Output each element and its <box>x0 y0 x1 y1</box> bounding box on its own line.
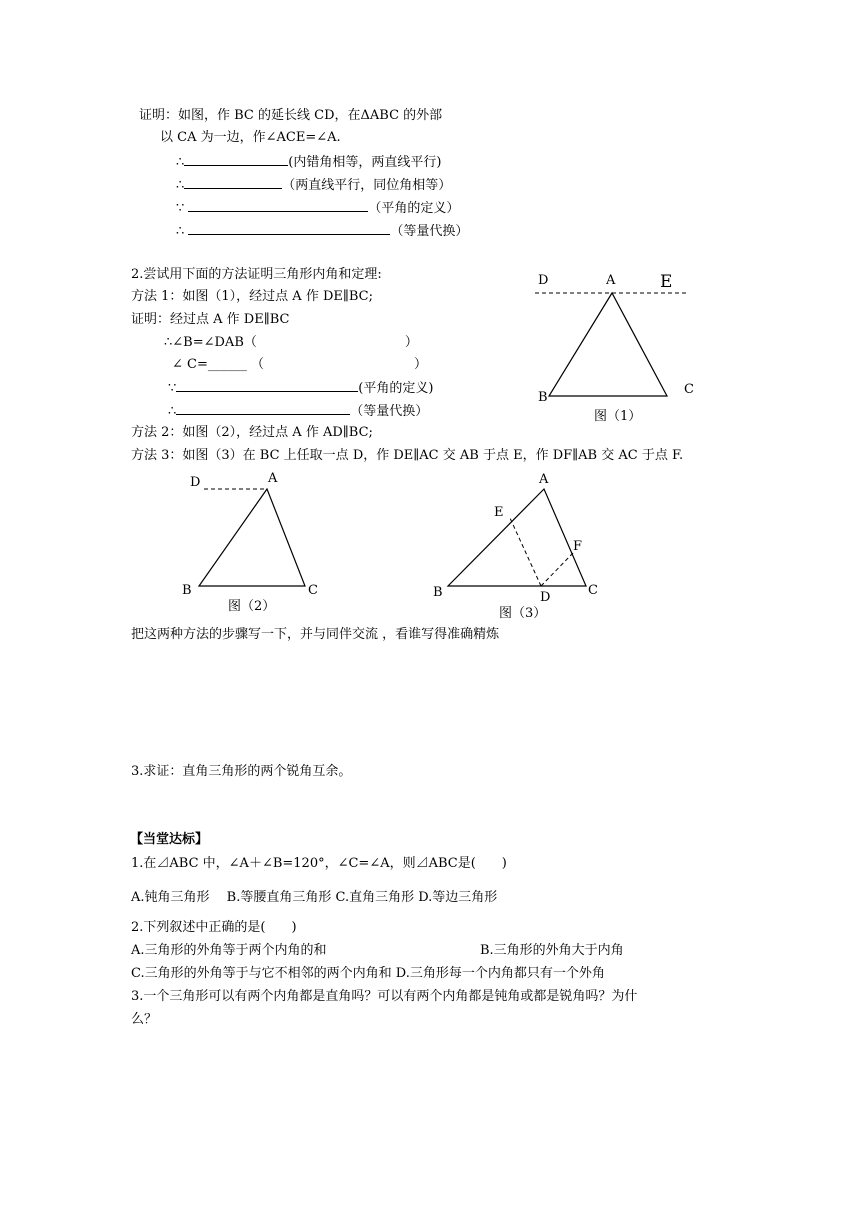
label-c: C <box>308 583 318 598</box>
ex1-options: A.钝角三角形 B.等腰直角三角形 C.直角三角形 D.等边三角形 <box>131 890 498 905</box>
triangle-abc-2 <box>199 489 305 586</box>
ex2-question: 2.下列叙述中正确的是( ) <box>131 920 297 935</box>
label-d: D <box>538 273 549 288</box>
label-a: A <box>268 471 278 486</box>
proof-step-4: ∴ （等量代换） <box>176 221 468 241</box>
q2-title: 2.尝试用下面的方法证明三角形内角和定理: <box>131 267 382 282</box>
ex1-question: 1.在⊿ABC 中，∠A＋∠B=120°，∠C=∠A，则⊿ABC是( ) <box>131 856 507 871</box>
q2-step-1: ∴∠B=∠DAB（ ） <box>164 335 418 350</box>
figure-2 <box>182 471 318 614</box>
triangle-abc-3 <box>448 489 586 586</box>
label-a: A <box>539 472 549 487</box>
q2-step-2: ∠ C=______ （ ） <box>172 357 428 372</box>
ex3-line-2: 么？ <box>131 1012 158 1027</box>
label-b: B <box>433 585 443 600</box>
label-b: B <box>182 583 192 598</box>
label-c: C <box>588 583 598 598</box>
proof-step-1: ∴ (内错角相等，两直线平行) <box>176 152 441 172</box>
triangle-abc-1 <box>549 293 667 396</box>
label-e: E <box>494 505 504 520</box>
figure-caption: 图（3） <box>499 606 547 621</box>
label-d: D <box>190 475 201 490</box>
figure-caption: 图（1） <box>594 409 642 424</box>
q2-write-prompt: 把这两种方法的步骤写一下，并与同伴交流 ，看谁写得准确精炼 <box>131 627 500 642</box>
q3-text: 3.求证：直角三角形的两个锐角互余。 <box>131 764 352 779</box>
figure-caption: 图（2） <box>228 599 276 614</box>
section-title: 【当堂达标】 <box>130 832 209 847</box>
q2-method3: 方法 3：如图（3）在 BC 上任取一点 D，作 DE∥AC 交 AB 于点 E，作 DF∥AB 交 AC 于点 F. <box>131 448 684 463</box>
label-b: B <box>538 390 548 405</box>
label-d: D <box>540 590 551 605</box>
q2-proof-intro: 证明：经过点 A 作 DE∥BC <box>131 312 290 327</box>
figure-1 <box>535 272 694 424</box>
label-c: C <box>684 382 694 397</box>
proof-construct-line: 以 CA 为一边，作∠ACE=∠A. <box>160 130 341 145</box>
ex3-line-1: 3.一个三角形可以有两个内角都是直角吗？可以有两个内角都是钝角或都是锐角吗？为什 <box>131 989 638 1004</box>
line-de-dashed <box>510 518 541 586</box>
ex2-option-b: B.三角形的外角大于内角 <box>480 943 624 958</box>
label-f: F <box>573 539 583 554</box>
proof-step-3: ∵ （平角的定义） <box>176 198 459 218</box>
q2-step-3: ∵ (平角的定义) <box>168 378 433 398</box>
ex2-option-a: A.三角形的外角等于两个内角的和 <box>131 943 327 958</box>
label-a: A <box>606 273 616 288</box>
q2-step-4: ∴ （等量代换） <box>168 401 428 421</box>
proof-intro-line: 证明：如图，作 BC 的延长线 CD，在ΔABC 的外部 <box>139 108 443 123</box>
q2-method1: 方法 1：如图（1），经过点 A 作 DE∥BC; <box>131 289 373 304</box>
ex2-option-c-d: C.三角形的外角等于与它不相邻的两个内角和 D.三角形每一个内角都只有一个外角 <box>131 966 605 981</box>
figure-3 <box>433 472 598 621</box>
label-e: E <box>660 272 673 292</box>
q2-method2: 方法 2：如图（2），经过点 A 作 AD∥BC; <box>131 425 373 440</box>
line-df-dashed <box>541 553 573 586</box>
proof-step-2: ∴ （两直线平行，同位角相等） <box>176 175 451 195</box>
